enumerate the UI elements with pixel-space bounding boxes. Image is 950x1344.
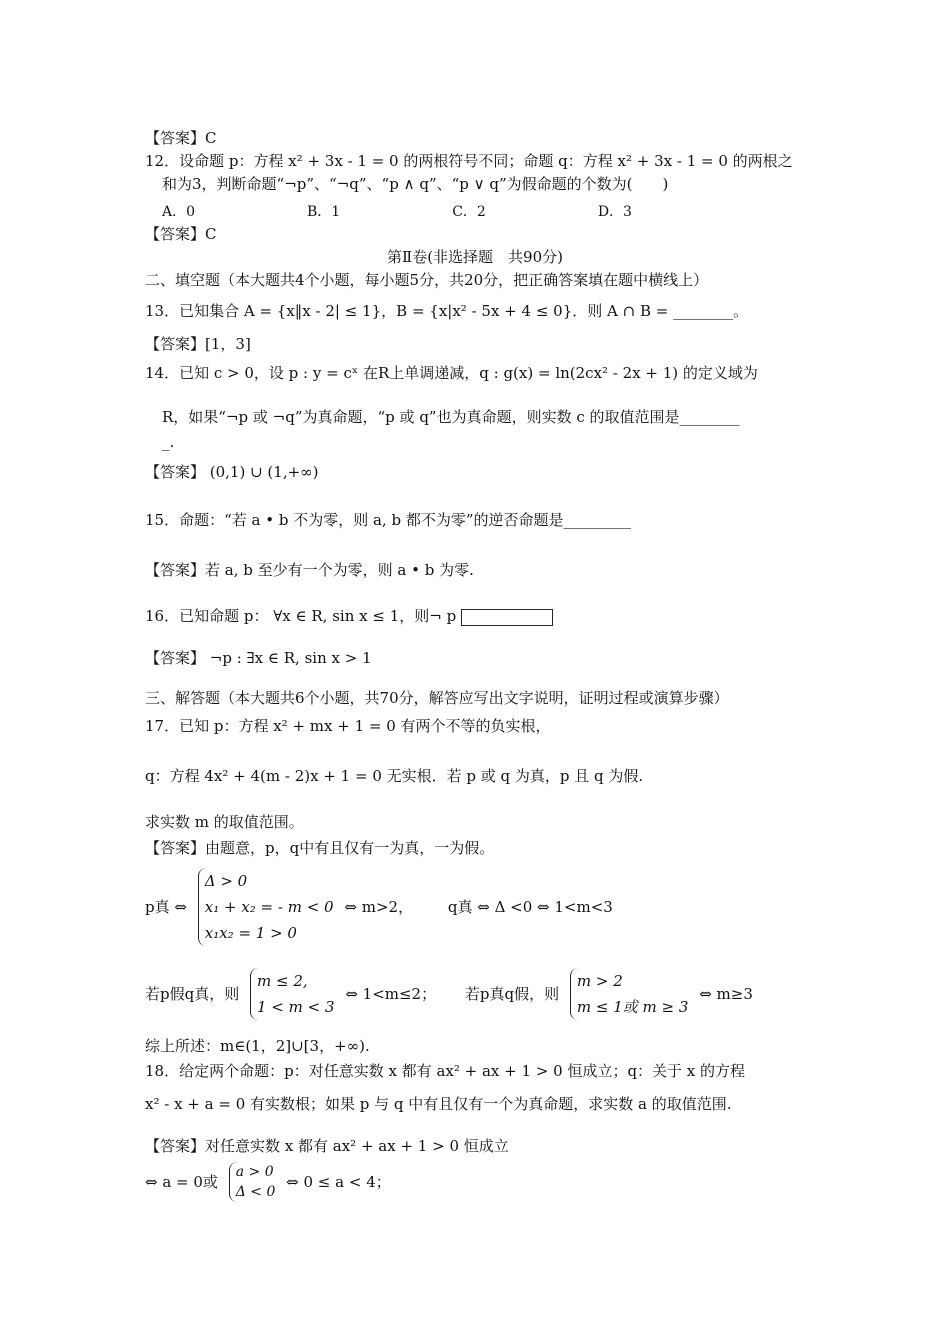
answer-18-system <box>229 1162 276 1202</box>
section-2-title: 第Ⅱ卷(非选择题 共90分) <box>387 248 563 266</box>
answer-18-sys1: a > 0 <box>235 1164 274 1180</box>
answer-box <box>461 609 553 626</box>
answer-18-sys2: Δ < 0 <box>235 1184 276 1200</box>
question-12-line1: 12．设命题 p：方程 x² + 3x - 1 = 0 的两根符号不同；命题 q：方程 x² + 3x - 1 = 0 的两根之 <box>145 152 793 170</box>
question-16 <box>145 606 553 626</box>
answer-18-post: ⇔ 0 ≤ a < 4； <box>286 1173 391 1191</box>
case-2-system <box>570 968 689 1020</box>
cases-derivation <box>145 968 753 1020</box>
answer-18-pre: ⇔ a = 0或 <box>145 1173 218 1191</box>
question-14-line2: R，如果“¬p 或 ¬q”为真命题，“p 或 q”也为真命题，则实数 c 的取值范围是________ <box>162 408 740 426</box>
question-18-line2: x² - x + a = 0 有实数根；如果 p 与 q 中有且仅有一个为真命题，求实数 a 的取值范围. <box>145 1095 732 1113</box>
case-1-result: ⇔ 1<m≤2； <box>345 985 437 1003</box>
case-2-line2: m ≤ 1或 m ≥ 3 <box>576 998 689 1016</box>
answer-15: 【答案】若 a, b 至少有一个为零，则 a • b 为零. <box>145 561 474 579</box>
question-12-options: A．0 B．1 C．2 D．3 <box>162 204 632 220</box>
question-16-text: 16．已知命题 p： ∀x ∈ R, sin x ≤ 1，则¬ p <box>145 607 457 625</box>
case-1-system <box>250 968 335 1020</box>
question-14-line1: 14．已知 c > 0，设 p : y = cˣ 在R上单调递减，q : g(x) = ln(2cx² - 2x + 1) 的定义域为 <box>145 364 758 382</box>
question-17-line3: 求实数 m 的取值范围。 <box>145 813 304 831</box>
answer-18: 【答案】对任意实数 x 都有 ax² + ax + 1 > 0 恒成立 <box>145 1137 509 1155</box>
question-12-line2: 和为3，判断命题“¬p”、“¬q”、“p ∧ q”、“p ∨ q”为假命题的个数为( ) <box>162 175 669 193</box>
question-15: 15．命题：“若 a • b 不为零，则 a, b 都不为零”的逆否命题是_________ <box>145 511 632 529</box>
p-true-system <box>198 868 334 946</box>
section-3-heading: 三、解答题（本大题共6个小题，共70分，解答应写出文字说明，证明过程或演算步骤） <box>145 689 729 707</box>
p-sys-line2: x₁ + x₂ = - m < 0 <box>204 898 334 916</box>
case-1-line1: m ≤ 2, <box>257 972 308 990</box>
section-2-heading: 二、填空题（本大题共4个小题，每小题5分，共20分，把正确答案填在题中横线上） <box>145 271 709 289</box>
question-17-line2: q：方程 4x² + 4(m - 2)x + 1 = 0 无实根．若 p 或 q 为真，p 且 q 为假. <box>145 767 644 785</box>
case-1-line2: 1 < m < 3 <box>257 998 335 1016</box>
answer-16: 【答案】 ¬p : ∃x ∈ R, sin x > 1 <box>145 649 372 667</box>
p-true-result: ⇔ m>2， <box>344 898 414 916</box>
question-18-line1: 18．给定两个命题：p：对任意实数 x 都有 ax² + ax + 1 > 0 恒成立；q：关于 x 的方程 <box>145 1062 746 1080</box>
question-13: 13．已知集合 A = {x‖x - 2| ≤ 1}，B = {x|x² - 5x + 4 ≤ 0}．则 A ∩ B = ________。 <box>145 302 749 320</box>
question-14-line3: _. <box>162 433 175 451</box>
case-2-label: 若p真q假，则 <box>464 985 560 1003</box>
p-true-derivation <box>145 868 613 946</box>
answer-17: 【答案】由题意，p，q中有且仅有一为真，一为假。 <box>145 839 495 857</box>
case-1-label: 若p假q真，则 <box>145 985 240 1003</box>
answer-14: 【答案】 (0,1) ∪ (1,+∞) <box>145 463 319 481</box>
answer-18-derivation <box>145 1162 391 1202</box>
case-2-line1: m > 2 <box>576 972 623 990</box>
answer-12: 【答案】C <box>145 225 217 243</box>
p-sys-line3: x₁x₂ = 1 > 0 <box>204 924 297 942</box>
summary: 综上所述：m∈(1，2]∪[3，+∞). <box>145 1037 370 1055</box>
answer-11: 【答案】C <box>145 129 217 147</box>
case-2-result: ⇔ m≥3 <box>699 985 753 1003</box>
answer-13: 【答案】[1，3] <box>145 335 251 353</box>
p-true-label: p真 ⇔ <box>145 898 187 916</box>
question-17-line1: 17．已知 p：方程 x² + mx + 1 = 0 有两个不等的负实根， <box>145 717 551 735</box>
p-sys-line1: Δ > 0 <box>204 872 248 890</box>
q-true: q真 ⇔ Δ <0 ⇔ 1<m<3 <box>447 898 613 916</box>
